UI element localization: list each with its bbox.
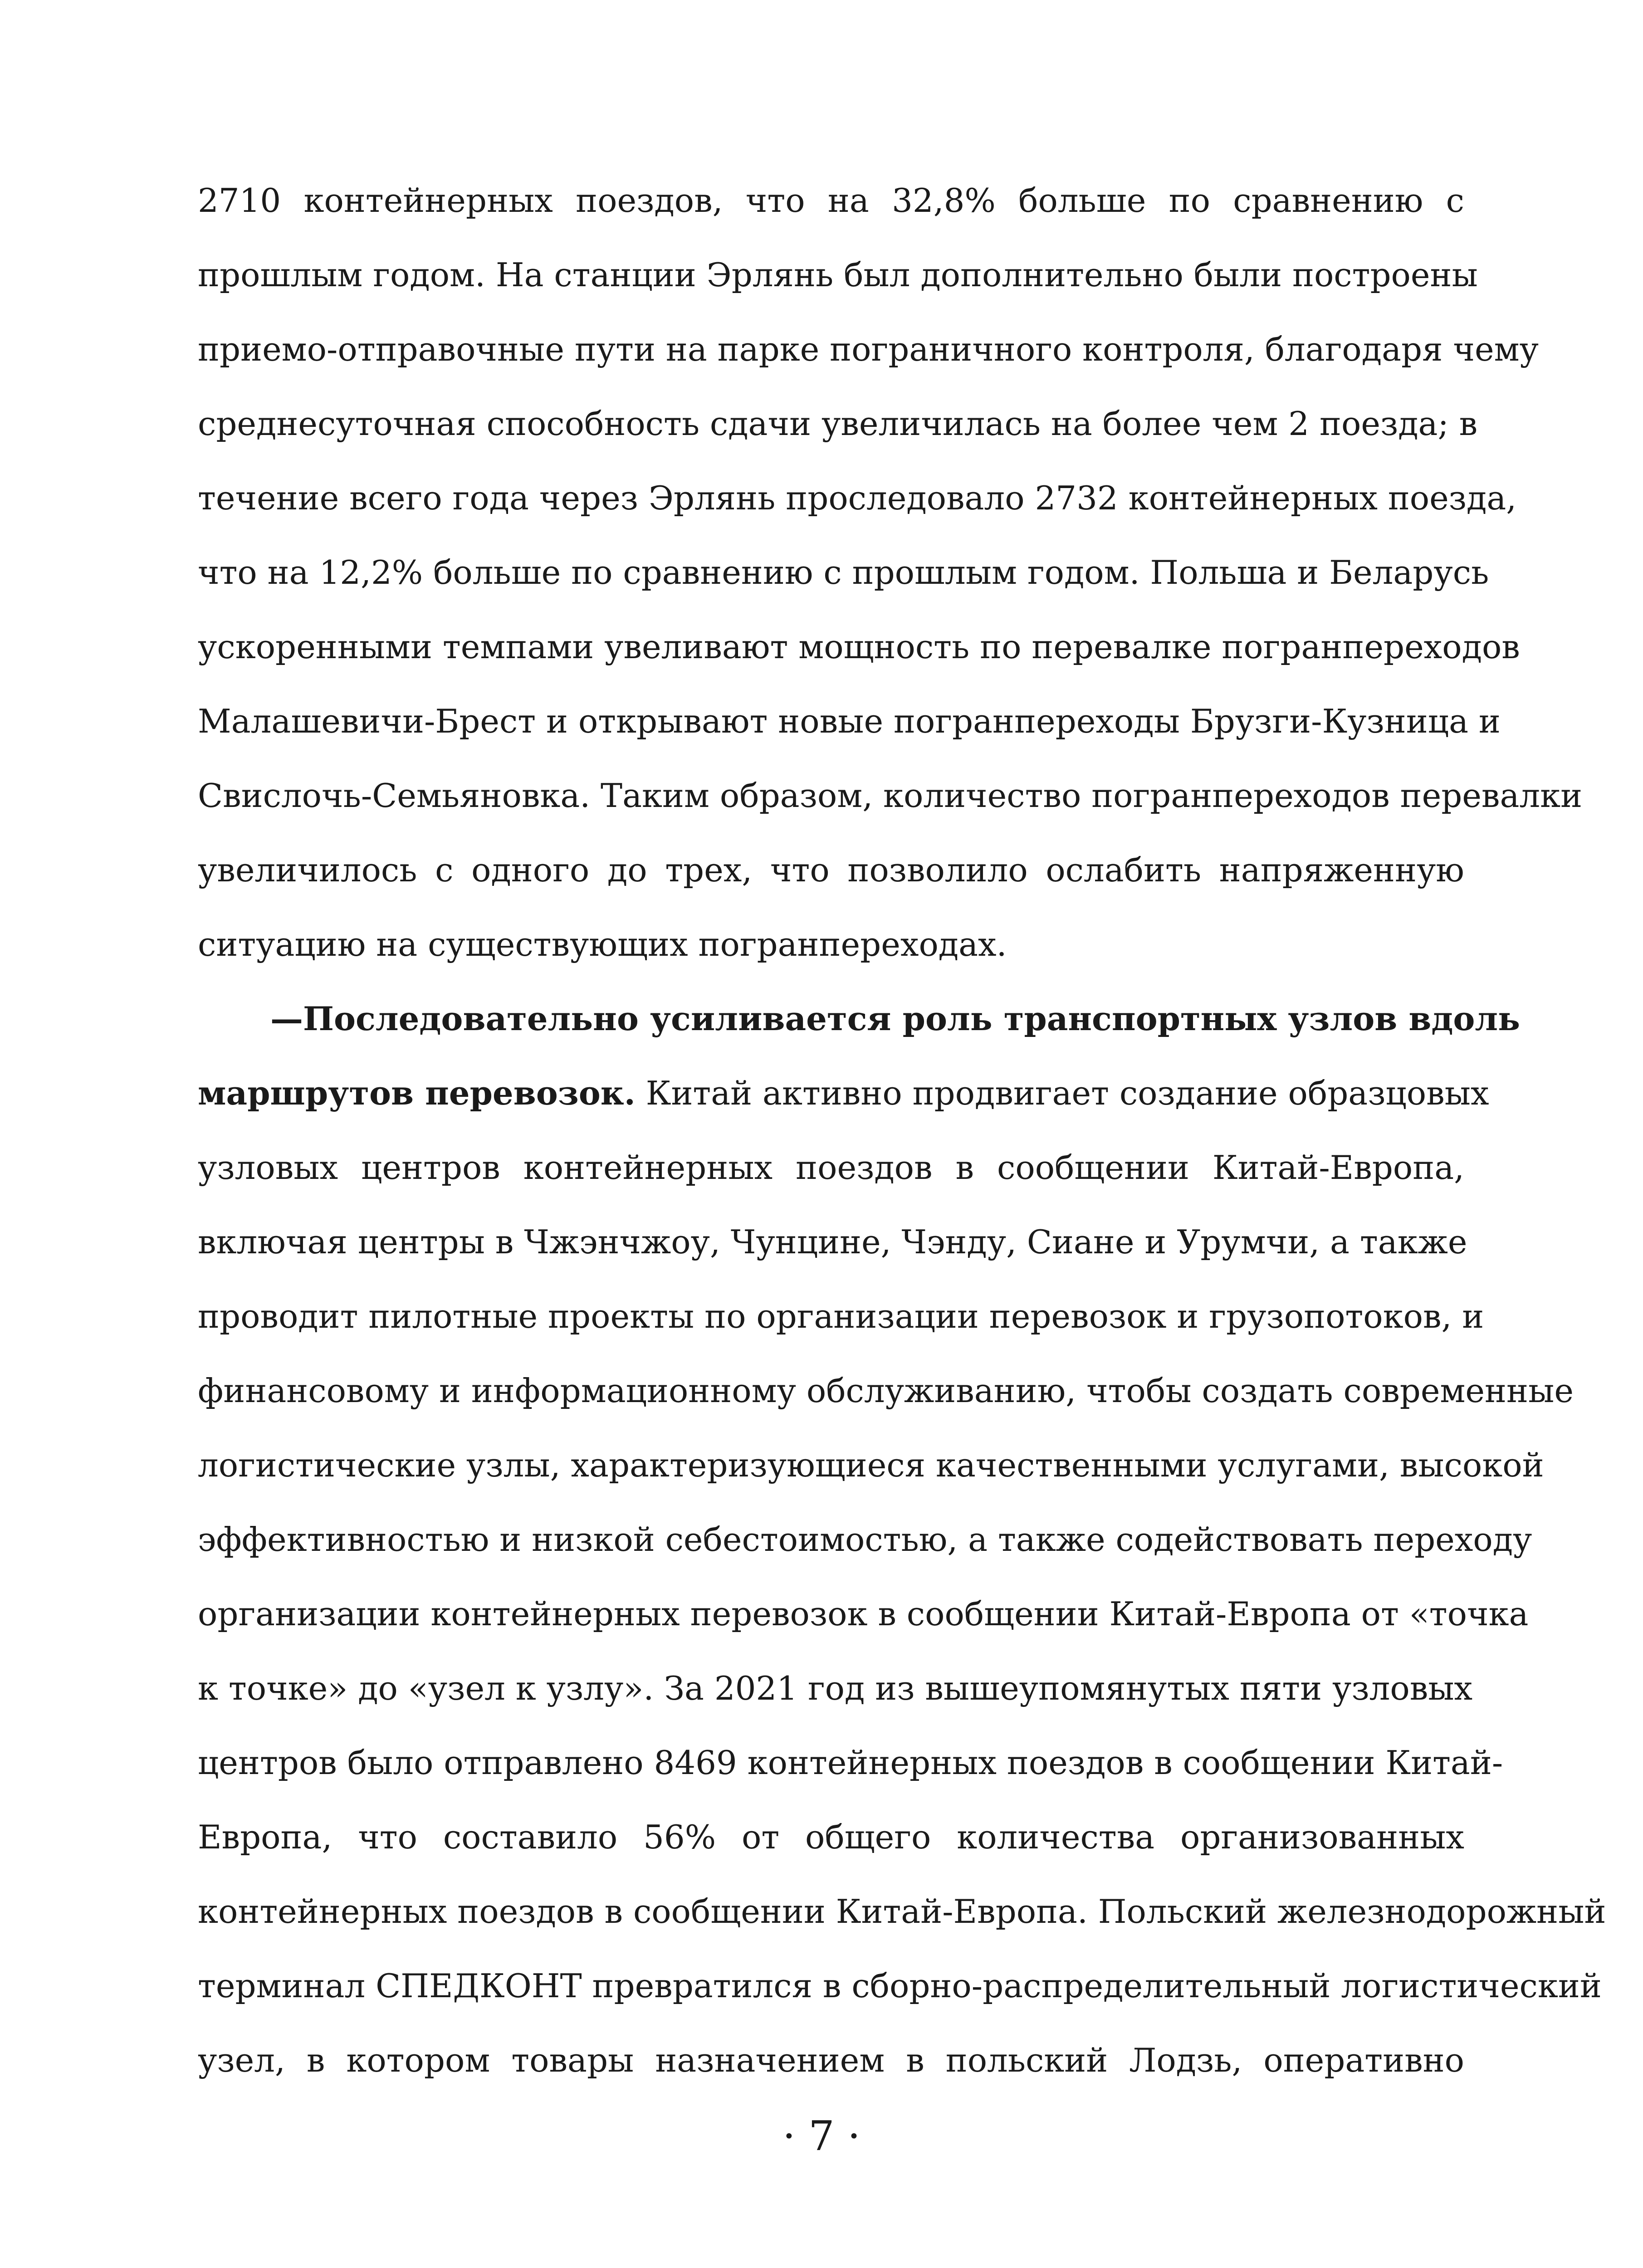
text-fragment: Китай активно продвигает создание образцовых — [635, 1074, 1489, 1112]
body-text — [198, 163, 1606, 2097]
text-line: проводит пилотные проекты по организации перевозок и грузопотоков, и — [198, 1297, 1484, 1335]
text-line: ситуацию на существующих погранпереходах. — [198, 925, 1007, 963]
text-line: Свислочь-Семьяновка. Таким образом, количество погранпереходов перевалки — [198, 777, 1583, 815]
text-line: среднесуточная способность сдачи увеличилась на более чем 2 поезда; в — [198, 405, 1478, 443]
text-line: Малашевичи-Брест и открывают новые погранпереходы Брузги-Кузница и — [198, 702, 1501, 740]
text-line: что на 12,2% больше по сравнению с прошлым годом. Польша и Беларусь — [198, 553, 1489, 591]
text-line: к точке» до «узел к узлу». За 2021 год из вышеупомянутых пяти узловых — [198, 1669, 1473, 1707]
text-line: организации контейнерных перевозок в сообщении Китай-Европа от «точка — [198, 1595, 1529, 1633]
text-line — [198, 1056, 1489, 1130]
text-line: контейнерных поездов в сообщении Китай-Европа. Польский железнодорожный — [198, 1892, 1606, 1931]
text-line: ускоренными темпами увеливают мощность по перевалке погранпереходов — [198, 628, 1520, 666]
text-line: Европа, что составило 56% от общего количества организованных — [198, 1818, 1464, 1856]
text-line: прошлым годом. На станции Эрлянь был дополнительно были построены — [198, 256, 1478, 294]
section-heading: —Последовательно усиливается роль транспортных узлов вдоль — [270, 999, 1521, 1038]
text-line: увеличилось с одного до трех, что позволило ослабить напряженную — [198, 851, 1464, 889]
text-line: эффективностью и низкой себестоимостью, а также содействовать переходу — [198, 1520, 1532, 1559]
text-line: течение всего года через Эрлянь проследовало 2732 контейнерных поезда, — [198, 479, 1517, 517]
page-number: · 7 · — [782, 2112, 861, 2160]
text-line: включая центры в Чжэнчжоу, Чунцине, Чэнду, Сиане и Урумчи, а также — [198, 1223, 1467, 1261]
text-line: центров было отправлено 8469 контейнерных поездов в сообщении Китай- — [198, 1744, 1503, 1782]
text-line: логистические узлы, характеризующиеся качественными услугами, высокой — [198, 1446, 1544, 1484]
section-heading-end: маршрутов перевозок. — [198, 1074, 636, 1112]
text-line: узловых центров контейнерных поездов в сообщении Китай-Европа, — [198, 1149, 1464, 1187]
text-line: узел, в котором товары назначением в польский Лодзь, оперативно — [198, 2041, 1464, 2079]
text-line: 2710 контейнерных поездов, что на 32,8% больше по сравнению с — [198, 181, 1464, 220]
text-line: финансовому и информационному обслуживанию, чтобы создать современные — [198, 1372, 1574, 1410]
text-line: терминал СПЕДКОНТ превратился в сборно-распределительный логистический — [198, 1967, 1602, 2005]
text-line: приемо-отправочные пути на парке пограничного контроля, благодаря чему — [198, 330, 1539, 368]
